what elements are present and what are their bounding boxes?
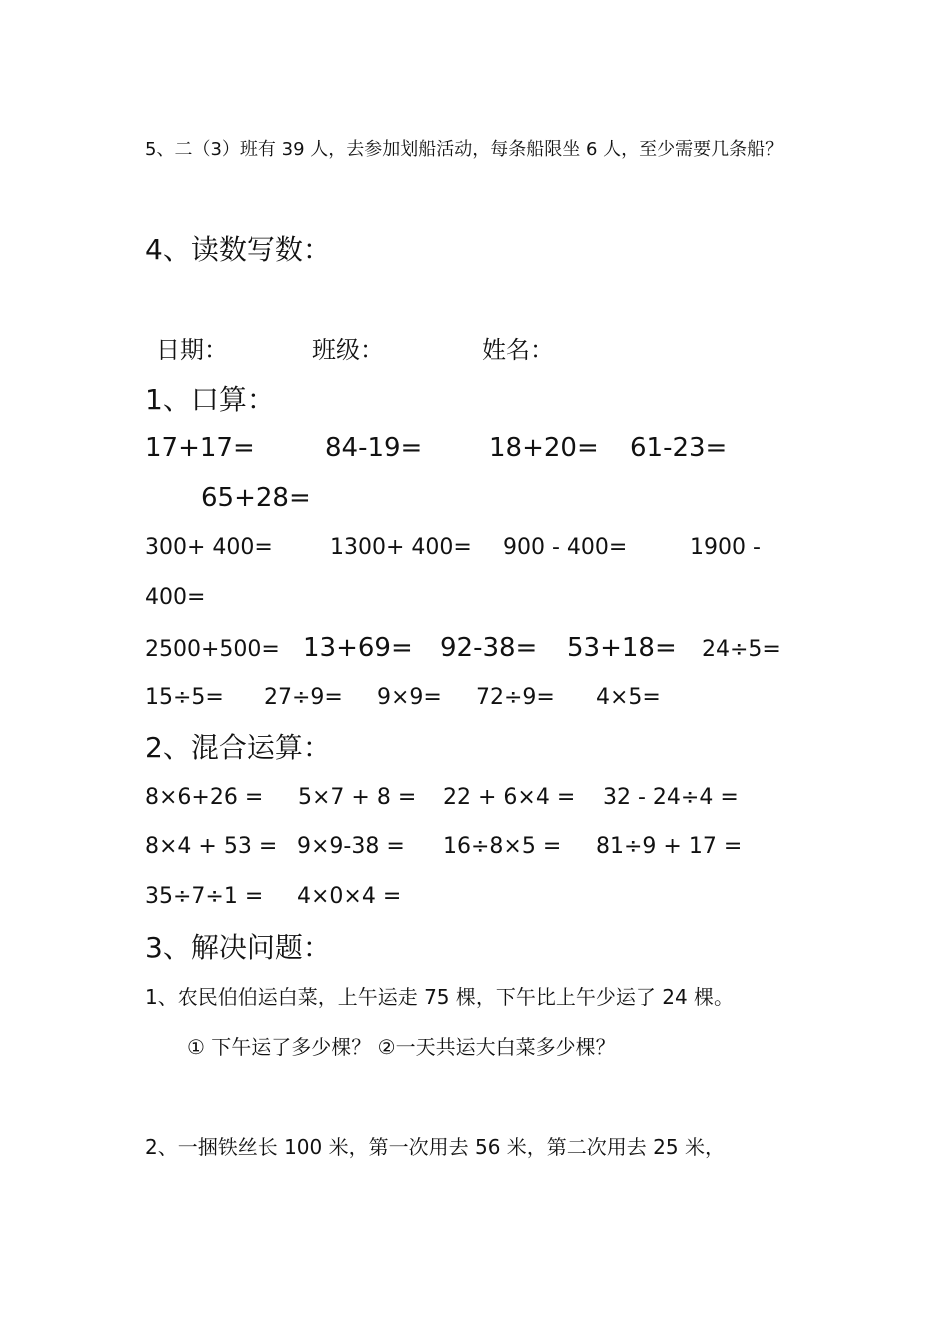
mixed-problem: 16÷8×5 = xyxy=(443,834,562,859)
oral-problem: 65+28= xyxy=(201,483,311,513)
problem-2-text: 2、一捆铁丝长 100 米，第一次用去 56 米，第二次用去 25 米， xyxy=(145,1135,725,1159)
problem-1-text: 1、农民伯伯运白菜，上午运走 75 棵，下午比上午少运了 24 棵。 xyxy=(145,985,735,1009)
oral-problem: 84-19= xyxy=(325,433,423,463)
oral-problem: 13+69= xyxy=(303,633,413,663)
oral-problem: 17+17= xyxy=(145,433,255,463)
problem-1-subquestions: ① 下午运了多少棵？ ②一天共运大白菜多少棵？ xyxy=(187,1035,616,1059)
oral-problem: 72÷9= xyxy=(476,685,555,710)
mixed-problem: 5×7 + 8 = xyxy=(298,785,417,810)
mixed-problem: 32 - 24÷4 = xyxy=(603,785,739,810)
date-label: 日期： xyxy=(156,336,228,364)
name-label: 姓名： xyxy=(482,336,554,364)
mixed-problem: 9×9-38 = xyxy=(297,834,405,859)
section-4-title: 4、读数写数： xyxy=(145,233,331,266)
oral-problem: 61-23= xyxy=(630,433,728,463)
section-1-title: 1、口算： xyxy=(145,383,275,416)
oral-problem: 900 - 400= xyxy=(503,535,628,560)
section-2-title: 2、混合运算： xyxy=(145,731,331,764)
mixed-problem: 8×6+26 = xyxy=(145,785,264,810)
class-label: 班级： xyxy=(312,336,384,364)
mixed-problem: 35÷7÷1 = xyxy=(145,884,264,909)
oral-problem: 1900 - xyxy=(690,535,761,560)
oral-problem: 92-38= xyxy=(440,633,538,663)
mixed-problem: 22 + 6×4 = xyxy=(443,785,576,810)
oral-problem: 4×5= xyxy=(596,685,661,710)
oral-problem: 2500+500= xyxy=(145,637,280,662)
oral-problem: 400= xyxy=(145,585,206,610)
oral-problem: 9×9= xyxy=(377,685,442,710)
oral-problem: 15÷5= xyxy=(145,685,224,710)
mixed-problem: 8×4 + 53 = xyxy=(145,834,278,859)
oral-problem: 53+18= xyxy=(567,633,677,663)
oral-problem: 1300+ 400= xyxy=(330,535,472,560)
oral-problem: 18+20= xyxy=(489,433,599,463)
oral-problem: 300+ 400= xyxy=(145,535,273,560)
problem-5-text: 5、二（3）班有 39 人，去参加划船活动，每条船限坐 6 人，至少需要几条船？ xyxy=(145,139,784,160)
section-3-title: 3、解决问题： xyxy=(145,931,331,964)
mixed-problem: 81÷9 + 17 = xyxy=(596,834,743,859)
mixed-problem: 4×0×4 = xyxy=(297,884,402,909)
oral-problem: 24÷5= xyxy=(702,637,781,662)
oral-problem: 27÷9= xyxy=(264,685,343,710)
